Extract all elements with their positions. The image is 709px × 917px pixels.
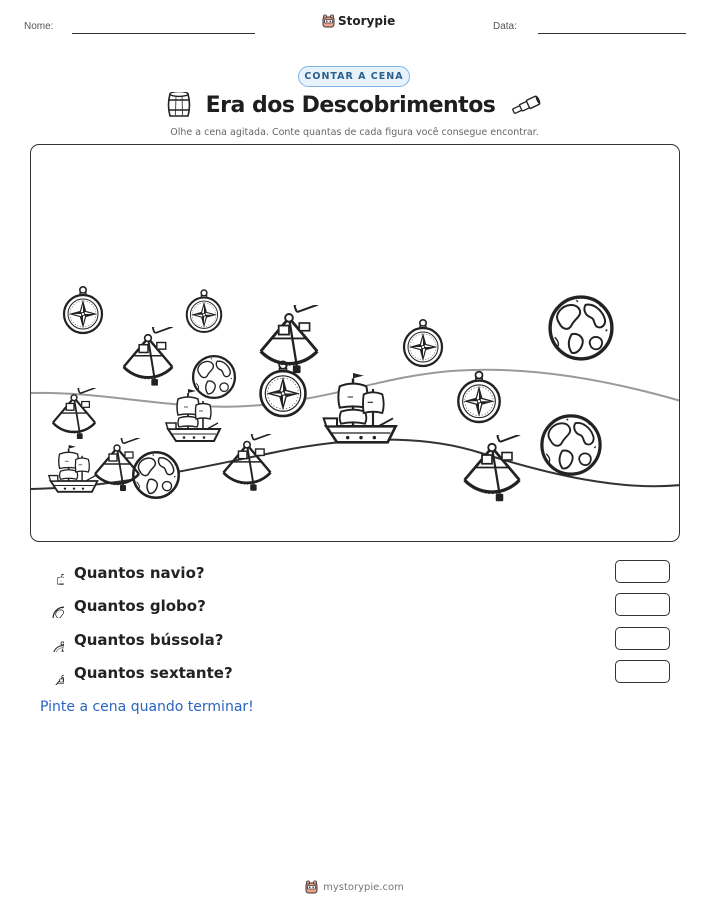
globe-item xyxy=(550,297,612,359)
title-row xyxy=(0,92,709,118)
name-label: Nome: xyxy=(24,21,54,32)
question-label: Quantos sextante? xyxy=(74,663,233,682)
question-label: Quantos bússola? xyxy=(74,630,224,649)
globe-item xyxy=(193,356,235,398)
page-title: Era dos Descobrimentos xyxy=(205,92,496,118)
counting-scene[interactable] xyxy=(30,144,680,542)
answer-box-compass[interactable] xyxy=(615,627,670,650)
storypie-mascot-icon xyxy=(305,880,318,894)
date-label: Data: xyxy=(493,21,517,32)
barrel-icon xyxy=(166,92,192,118)
question-label: Quantos navio? xyxy=(74,563,205,582)
activity-badge: CONTAR A CENA xyxy=(298,66,410,87)
footer xyxy=(0,880,709,894)
globe-icon xyxy=(40,594,64,618)
question-row-ship xyxy=(40,560,670,585)
coloring-note: Pinte a cena quando terminar! xyxy=(40,699,254,715)
question-label: Quantos globo? xyxy=(74,596,206,615)
answer-box-sextant[interactable] xyxy=(615,660,670,683)
scene-illustration xyxy=(31,145,680,542)
ship-icon xyxy=(40,561,64,585)
sextant-item xyxy=(53,382,96,439)
question-row-sextant xyxy=(40,660,670,685)
answer-box-globe[interactable] xyxy=(615,593,670,616)
brand-logo xyxy=(322,14,395,28)
telescope-icon xyxy=(509,94,543,116)
compass-item xyxy=(404,320,442,366)
compass-item xyxy=(64,287,102,333)
compass-item xyxy=(187,290,222,332)
sextant-item xyxy=(261,297,319,373)
brand-name: Storypie xyxy=(338,14,396,28)
footer-site: mystorypie.com xyxy=(323,881,404,893)
name-line[interactable] xyxy=(72,33,255,34)
sextant-item xyxy=(465,427,521,501)
ship-item xyxy=(324,373,396,442)
sextant-icon xyxy=(40,661,64,685)
globe-item xyxy=(542,416,600,474)
question-row-compass xyxy=(40,627,670,652)
instructions: Olhe a cena agitada. Conte quantas de cada figura você consegue encontrar. xyxy=(170,127,539,138)
question-row-globe xyxy=(40,593,670,618)
date-line[interactable] xyxy=(538,33,686,34)
globe-item xyxy=(133,452,178,497)
compass-item xyxy=(458,372,499,422)
sextant-item xyxy=(124,320,174,385)
answer-box-ship[interactable] xyxy=(615,560,670,583)
storypie-mascot-icon xyxy=(322,14,335,28)
ship-item xyxy=(49,445,98,492)
compass-icon xyxy=(40,628,64,652)
sextant-item xyxy=(223,427,271,490)
